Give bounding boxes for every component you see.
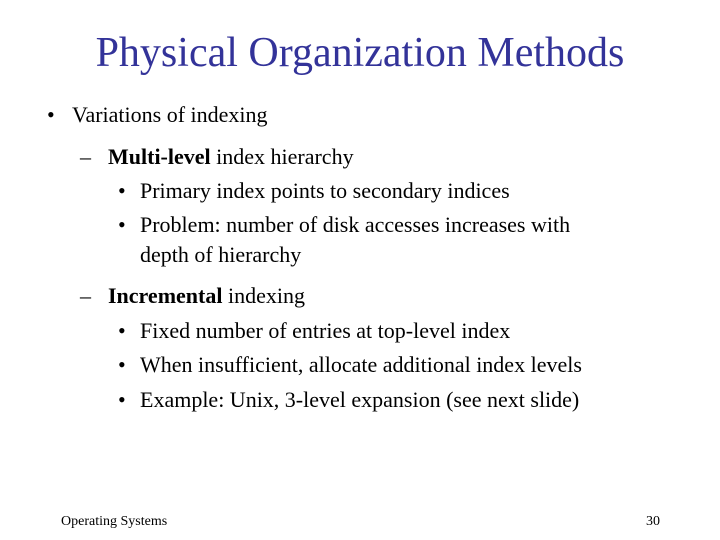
subitem-multi-level-rest: index hierarchy xyxy=(210,144,354,169)
bullet-variations-of-indexing: Variations of indexing xyxy=(72,102,268,127)
footer-course-name: Operating Systems xyxy=(61,514,168,529)
point-fixed-number: Fixed number of entries at top-level index xyxy=(140,318,511,343)
point-problem-continuation: depth of hierarchy xyxy=(140,242,302,267)
point-when-insufficient: When insufficient, allocate additional index levels xyxy=(140,352,582,377)
subitem-incremental-rest: indexing xyxy=(222,283,305,308)
bullet-icon: • xyxy=(118,387,126,412)
subitem-incremental-bold: Incremental xyxy=(108,283,223,308)
dash-icon: – xyxy=(80,283,91,308)
bullet-icon: • xyxy=(47,102,55,127)
dash-icon: – xyxy=(80,144,91,169)
bullet-icon: • xyxy=(118,318,126,343)
point-problem: Problem: number of disk accesses increases with xyxy=(140,212,571,237)
subitem-incremental xyxy=(108,283,305,309)
subitem-multi-level xyxy=(108,144,354,170)
point-primary-index: Primary index points to secondary indices xyxy=(140,178,510,203)
bullet-icon: • xyxy=(118,352,126,377)
point-example-unix: Example: Unix, 3-level expansion (see next slide) xyxy=(140,387,580,412)
slide-title: Physical Organization Methods xyxy=(95,30,625,76)
footer-page-number: 30 xyxy=(646,514,660,529)
subitem-multi-level-bold: Multi-level xyxy=(108,144,211,169)
bullet-icon: • xyxy=(118,178,126,203)
bullet-icon: • xyxy=(118,212,126,237)
